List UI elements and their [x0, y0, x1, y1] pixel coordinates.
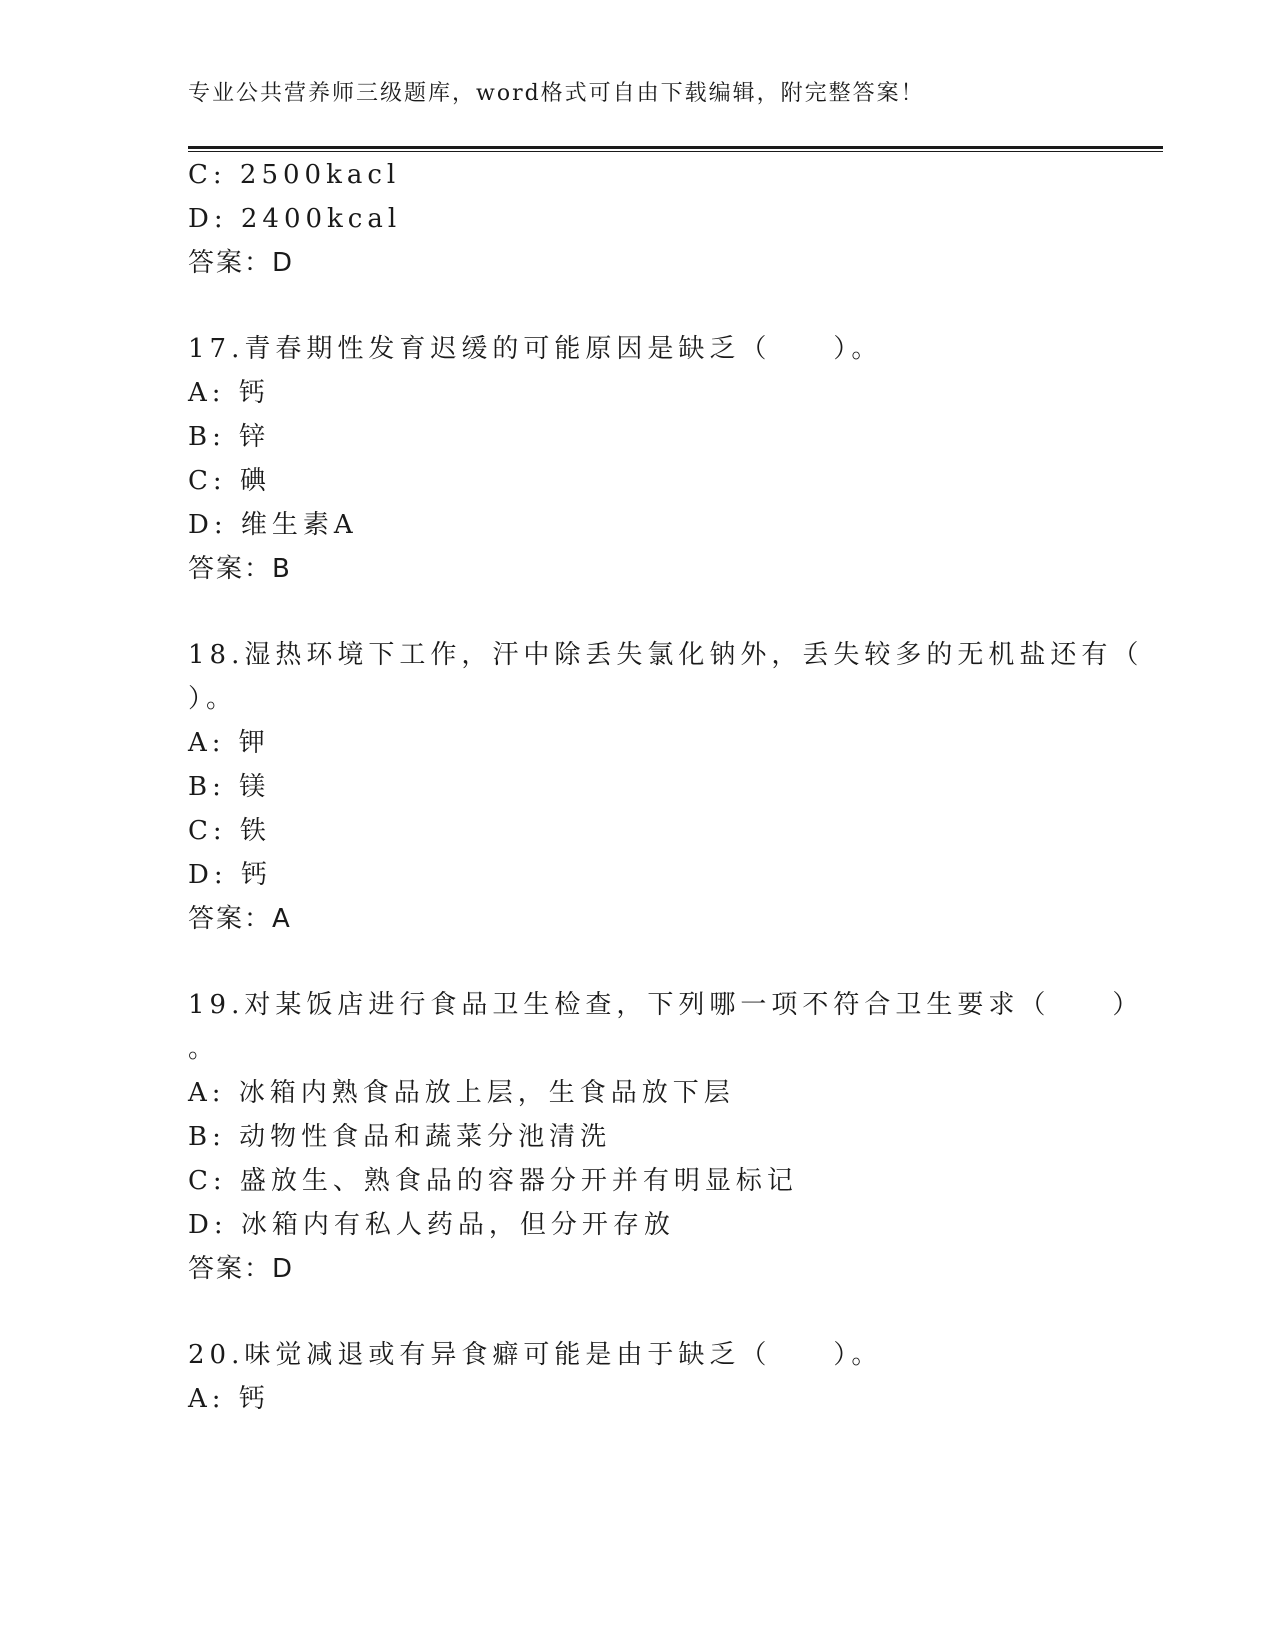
question-18-cont: ）。	[188, 684, 238, 714]
q19-option-d: D: 冰箱内有私人药品，但分开存放	[188, 1210, 675, 1240]
q17-option-c: C: 碘	[188, 466, 271, 496]
question-20: 20.味觉减退或有异食癖可能是由于缺乏（ ）。	[188, 1340, 883, 1370]
question-19: 19.对某饭店进行食品卫生检查，下列哪一项不符合卫生要求（ ）	[188, 990, 1144, 1020]
q18-option-d: D: 钙	[188, 860, 272, 890]
page-header: 专业公共营养师三级题库，word格式可自由下载编辑，附完整答案！	[188, 81, 925, 106]
question-19-cont: 。	[188, 1034, 220, 1064]
answer-16: 答案：D	[188, 248, 295, 278]
option-c: C: 2500kacl	[188, 160, 401, 190]
q20-option-a: A: 钙	[188, 1384, 270, 1414]
q17-option-b: B: 锌	[188, 422, 271, 452]
question-18: 18.湿热环境下工作，汗中除丢失氯化钠外，丢失较多的无机盐还有（	[188, 640, 1144, 670]
option-d: D: 2400kcal	[188, 204, 402, 234]
q18-option-a: A: 钾	[188, 728, 270, 758]
answer-18: 答案：A	[188, 904, 292, 934]
q17-option-a: A: 钙	[188, 378, 270, 408]
answer-19: 答案：D	[188, 1254, 295, 1284]
q18-option-c: C: 铁	[188, 816, 271, 846]
q19-option-a: A: 冰箱内熟食品放上层，生食品放下层	[188, 1078, 735, 1108]
question-17: 17.青春期性发育迟缓的可能原因是缺乏（ ）。	[188, 334, 883, 364]
header-divider	[188, 146, 1163, 152]
q19-option-b: B: 动物性食品和蔬菜分池清洗	[188, 1122, 612, 1152]
q19-option-c: C: 盛放生、熟食品的容器分开并有明显标记	[188, 1166, 798, 1196]
q17-option-d: D: 维生素A	[188, 510, 358, 540]
q18-option-b: B: 镁	[188, 772, 271, 802]
answer-17: 答案：B	[188, 554, 292, 584]
